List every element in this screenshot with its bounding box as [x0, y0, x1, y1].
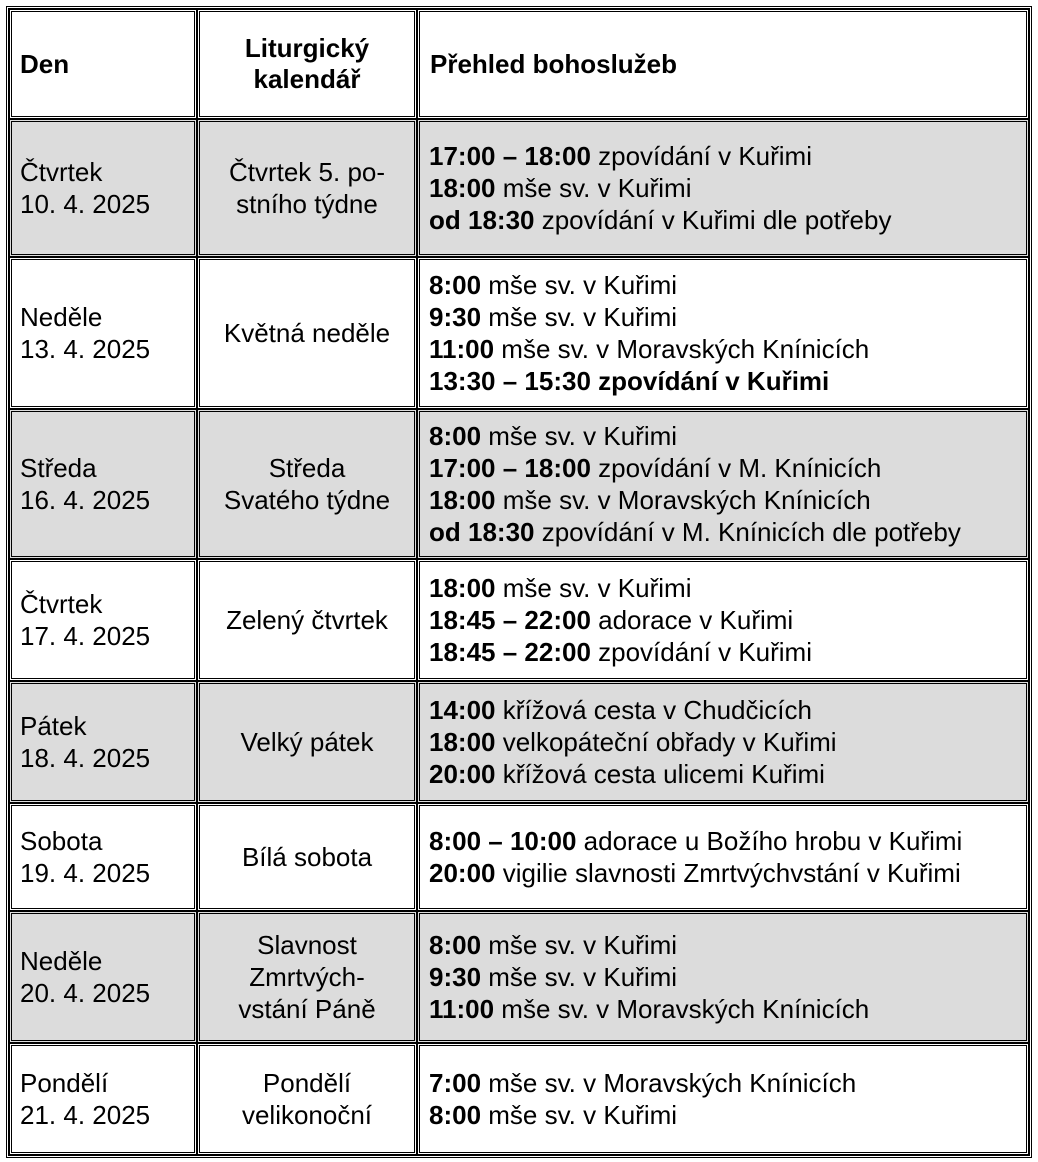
- service-time: 7:00: [429, 1068, 482, 1098]
- table-row: [9, 911, 1029, 1043]
- service-line: [429, 825, 1026, 857]
- service-description: mše sv. v Moravských Knínicích: [481, 1068, 857, 1098]
- header-row: [9, 9, 1029, 119]
- day-cell: [9, 119, 197, 257]
- service-line: [429, 333, 1026, 365]
- service-description: vigilie slavnosti Zmrtvýchvstání v Kuřimi: [495, 858, 961, 888]
- service-time: 18:00: [429, 727, 496, 757]
- service-description: zpovídání v M. Knínicích dle potřeby: [534, 517, 961, 547]
- header-liturgical-line-2: kalendář: [253, 64, 361, 94]
- liturgical-cell: [197, 559, 417, 681]
- service-description: mše sv. v Kuřimi: [495, 573, 692, 603]
- day-name: Sobota: [20, 826, 103, 856]
- liturgical-cell: [197, 257, 417, 409]
- service-line: [429, 1067, 1026, 1099]
- service-description: mše sv. v Kuřimi: [495, 173, 692, 203]
- liturgical-cell: [197, 119, 417, 257]
- service-description: mše sv. v Kuřimi: [481, 421, 678, 451]
- day-name: Čtvrtek: [20, 157, 103, 187]
- day-name: Pondělí: [20, 1068, 109, 1098]
- service-description: mše sv. v Moravských Knínicích: [494, 334, 870, 364]
- liturgical-line: velikonoční: [241, 1100, 373, 1130]
- service-line: [429, 604, 1026, 636]
- service-description: adorace u Božího hrobu v Kuřimi: [576, 826, 963, 856]
- service-description: velkopáteční obřady v Kuřimi: [495, 727, 837, 757]
- service-time: 18:00: [429, 573, 496, 603]
- table-row: [9, 1043, 1029, 1155]
- service-time: 17:00 – 18:00: [429, 453, 591, 483]
- liturgical-line: Slavnost: [257, 930, 357, 960]
- service-time: od 18:30: [429, 517, 535, 547]
- service-description: zpovídání v Kuřimi dle potřeby: [534, 205, 892, 235]
- service-time: 17:00 – 18:00: [429, 141, 591, 171]
- service-description: zpovídání v Kuřimi: [590, 637, 812, 667]
- service-description: zpovídání v Kuřimi: [590, 141, 812, 171]
- header-liturgical-line-1: Liturgický: [244, 33, 370, 63]
- day-cell: [9, 257, 197, 409]
- services-schedule-table: [6, 6, 1032, 1158]
- service-line: [429, 365, 1026, 397]
- service-time: 18:00: [429, 485, 496, 515]
- service-time: 20:00: [429, 759, 496, 789]
- service-line: [429, 694, 1026, 726]
- service-description: mše sv. v Kuřimi: [481, 1100, 678, 1130]
- service-time: 18:00: [429, 173, 496, 203]
- service-time: 14:00: [429, 695, 496, 725]
- day-cell: [9, 409, 197, 559]
- day-name: Neděle: [20, 302, 103, 332]
- service-description: křížová cesta v Chudčicích: [495, 695, 812, 725]
- day-name: Pátek: [20, 711, 87, 741]
- liturgical-cell: [197, 803, 417, 911]
- services-cell: [417, 559, 1029, 681]
- day-date: 18. 4. 2025: [20, 743, 151, 773]
- header-liturgical-calendar: [197, 9, 417, 119]
- service-time: 8:00: [429, 421, 482, 451]
- day-date: 19. 4. 2025: [20, 858, 151, 888]
- service-time: 20:00: [429, 858, 496, 888]
- liturgical-line: Zmrtvých-: [249, 962, 365, 992]
- service-time: 8:00: [429, 930, 482, 960]
- table-row: [9, 559, 1029, 681]
- service-time: 8:00 – 10:00: [429, 826, 577, 856]
- services-cell: [417, 681, 1029, 803]
- table-row: [9, 257, 1029, 409]
- liturgical-cell: [197, 409, 417, 559]
- service-line: [429, 726, 1026, 758]
- services-cell: [417, 409, 1029, 559]
- service-line: [429, 636, 1026, 668]
- service-line: [429, 993, 1026, 1025]
- table-row: [9, 803, 1029, 911]
- liturgical-cell: [197, 1043, 417, 1155]
- service-description: mše sv. v Moravských Knínicích: [494, 994, 870, 1024]
- day-cell: [9, 559, 197, 681]
- liturgical-cell: [197, 681, 417, 803]
- day-date: 20. 4. 2025: [20, 978, 151, 1008]
- service-description: mše sv. v Kuřimi: [481, 962, 678, 992]
- day-date: 16. 4. 2025: [20, 485, 151, 515]
- services-cell: [417, 803, 1029, 911]
- service-description: mše sv. v Kuřimi: [481, 930, 678, 960]
- day-cell: [9, 803, 197, 911]
- service-description: zpovídání v M. Knínicích: [590, 453, 882, 483]
- table-row: [9, 681, 1029, 803]
- services-cell: [417, 119, 1029, 257]
- table-row: [9, 119, 1029, 257]
- day-date: 17. 4. 2025: [20, 621, 151, 651]
- service-time: 9:30: [429, 302, 482, 332]
- liturgical-cell: [197, 911, 417, 1043]
- day-cell: [9, 911, 197, 1043]
- header-services: Přehled bohoslužeb: [417, 9, 1029, 119]
- service-time: od 18:30: [429, 205, 535, 235]
- service-time: 11:00: [429, 334, 495, 364]
- service-description: mše sv. v Kuřimi: [481, 270, 678, 300]
- service-time: 18:45 – 22:00: [429, 637, 591, 667]
- liturgical-line: Čtvrtek 5. po-: [228, 157, 386, 187]
- service-line: [429, 516, 1026, 548]
- service-time: 11:00: [429, 994, 495, 1024]
- service-time: 8:00: [429, 270, 482, 300]
- service-line: [429, 1099, 1026, 1131]
- service-line: [429, 857, 1026, 889]
- services-cell: [417, 257, 1029, 409]
- service-time: 8:00: [429, 1100, 482, 1130]
- services-cell: [417, 911, 1029, 1043]
- service-line: [429, 484, 1026, 516]
- liturgical-line: Velký pátek: [240, 727, 374, 757]
- liturgical-line: stního týdne: [236, 189, 378, 219]
- service-line: [429, 758, 1026, 790]
- service-line: [429, 572, 1026, 604]
- day-name: Čtvrtek: [20, 589, 103, 619]
- day-date: 13. 4. 2025: [20, 334, 151, 364]
- day-date: 10. 4. 2025: [20, 189, 151, 219]
- liturgical-line: Svatého týdne: [223, 485, 391, 515]
- service-line: [429, 420, 1026, 452]
- service-description: adorace v Kuřimi: [590, 605, 794, 635]
- service-line: [429, 269, 1026, 301]
- service-line: [429, 929, 1026, 961]
- service-line: [429, 452, 1026, 484]
- services-cell: [417, 1043, 1029, 1155]
- service-description: mše sv. v Kuřimi: [481, 302, 678, 332]
- day-date: 21. 4. 2025: [20, 1100, 151, 1130]
- day-name: Středa: [20, 453, 97, 483]
- service-line: [429, 140, 1026, 172]
- service-line: [429, 204, 1026, 236]
- liturgical-line: Středa: [268, 453, 346, 483]
- day-cell: [9, 1043, 197, 1155]
- day-cell: [9, 681, 197, 803]
- table-row: [9, 409, 1029, 559]
- header-day: Den: [9, 9, 197, 119]
- liturgical-line: Květná neděle: [223, 318, 391, 348]
- liturgical-line: Pondělí: [262, 1068, 352, 1098]
- service-line: [429, 301, 1026, 333]
- service-time: 13:30 – 15:30 zpovídání v Kuřimi: [429, 366, 830, 396]
- service-description: křížová cesta ulicemi Kuřimi: [495, 759, 825, 789]
- day-name: Neděle: [20, 946, 103, 976]
- service-time: 9:30: [429, 962, 482, 992]
- service-line: [429, 172, 1026, 204]
- service-description: mše sv. v Moravských Knínicích: [495, 485, 871, 515]
- liturgical-line: Zelený čtvrtek: [226, 605, 388, 635]
- service-line: [429, 961, 1026, 993]
- liturgical-line: vstání Páně: [238, 994, 376, 1024]
- service-time: 18:45 – 22:00: [429, 605, 591, 635]
- liturgical-line: Bílá sobota: [241, 842, 373, 872]
